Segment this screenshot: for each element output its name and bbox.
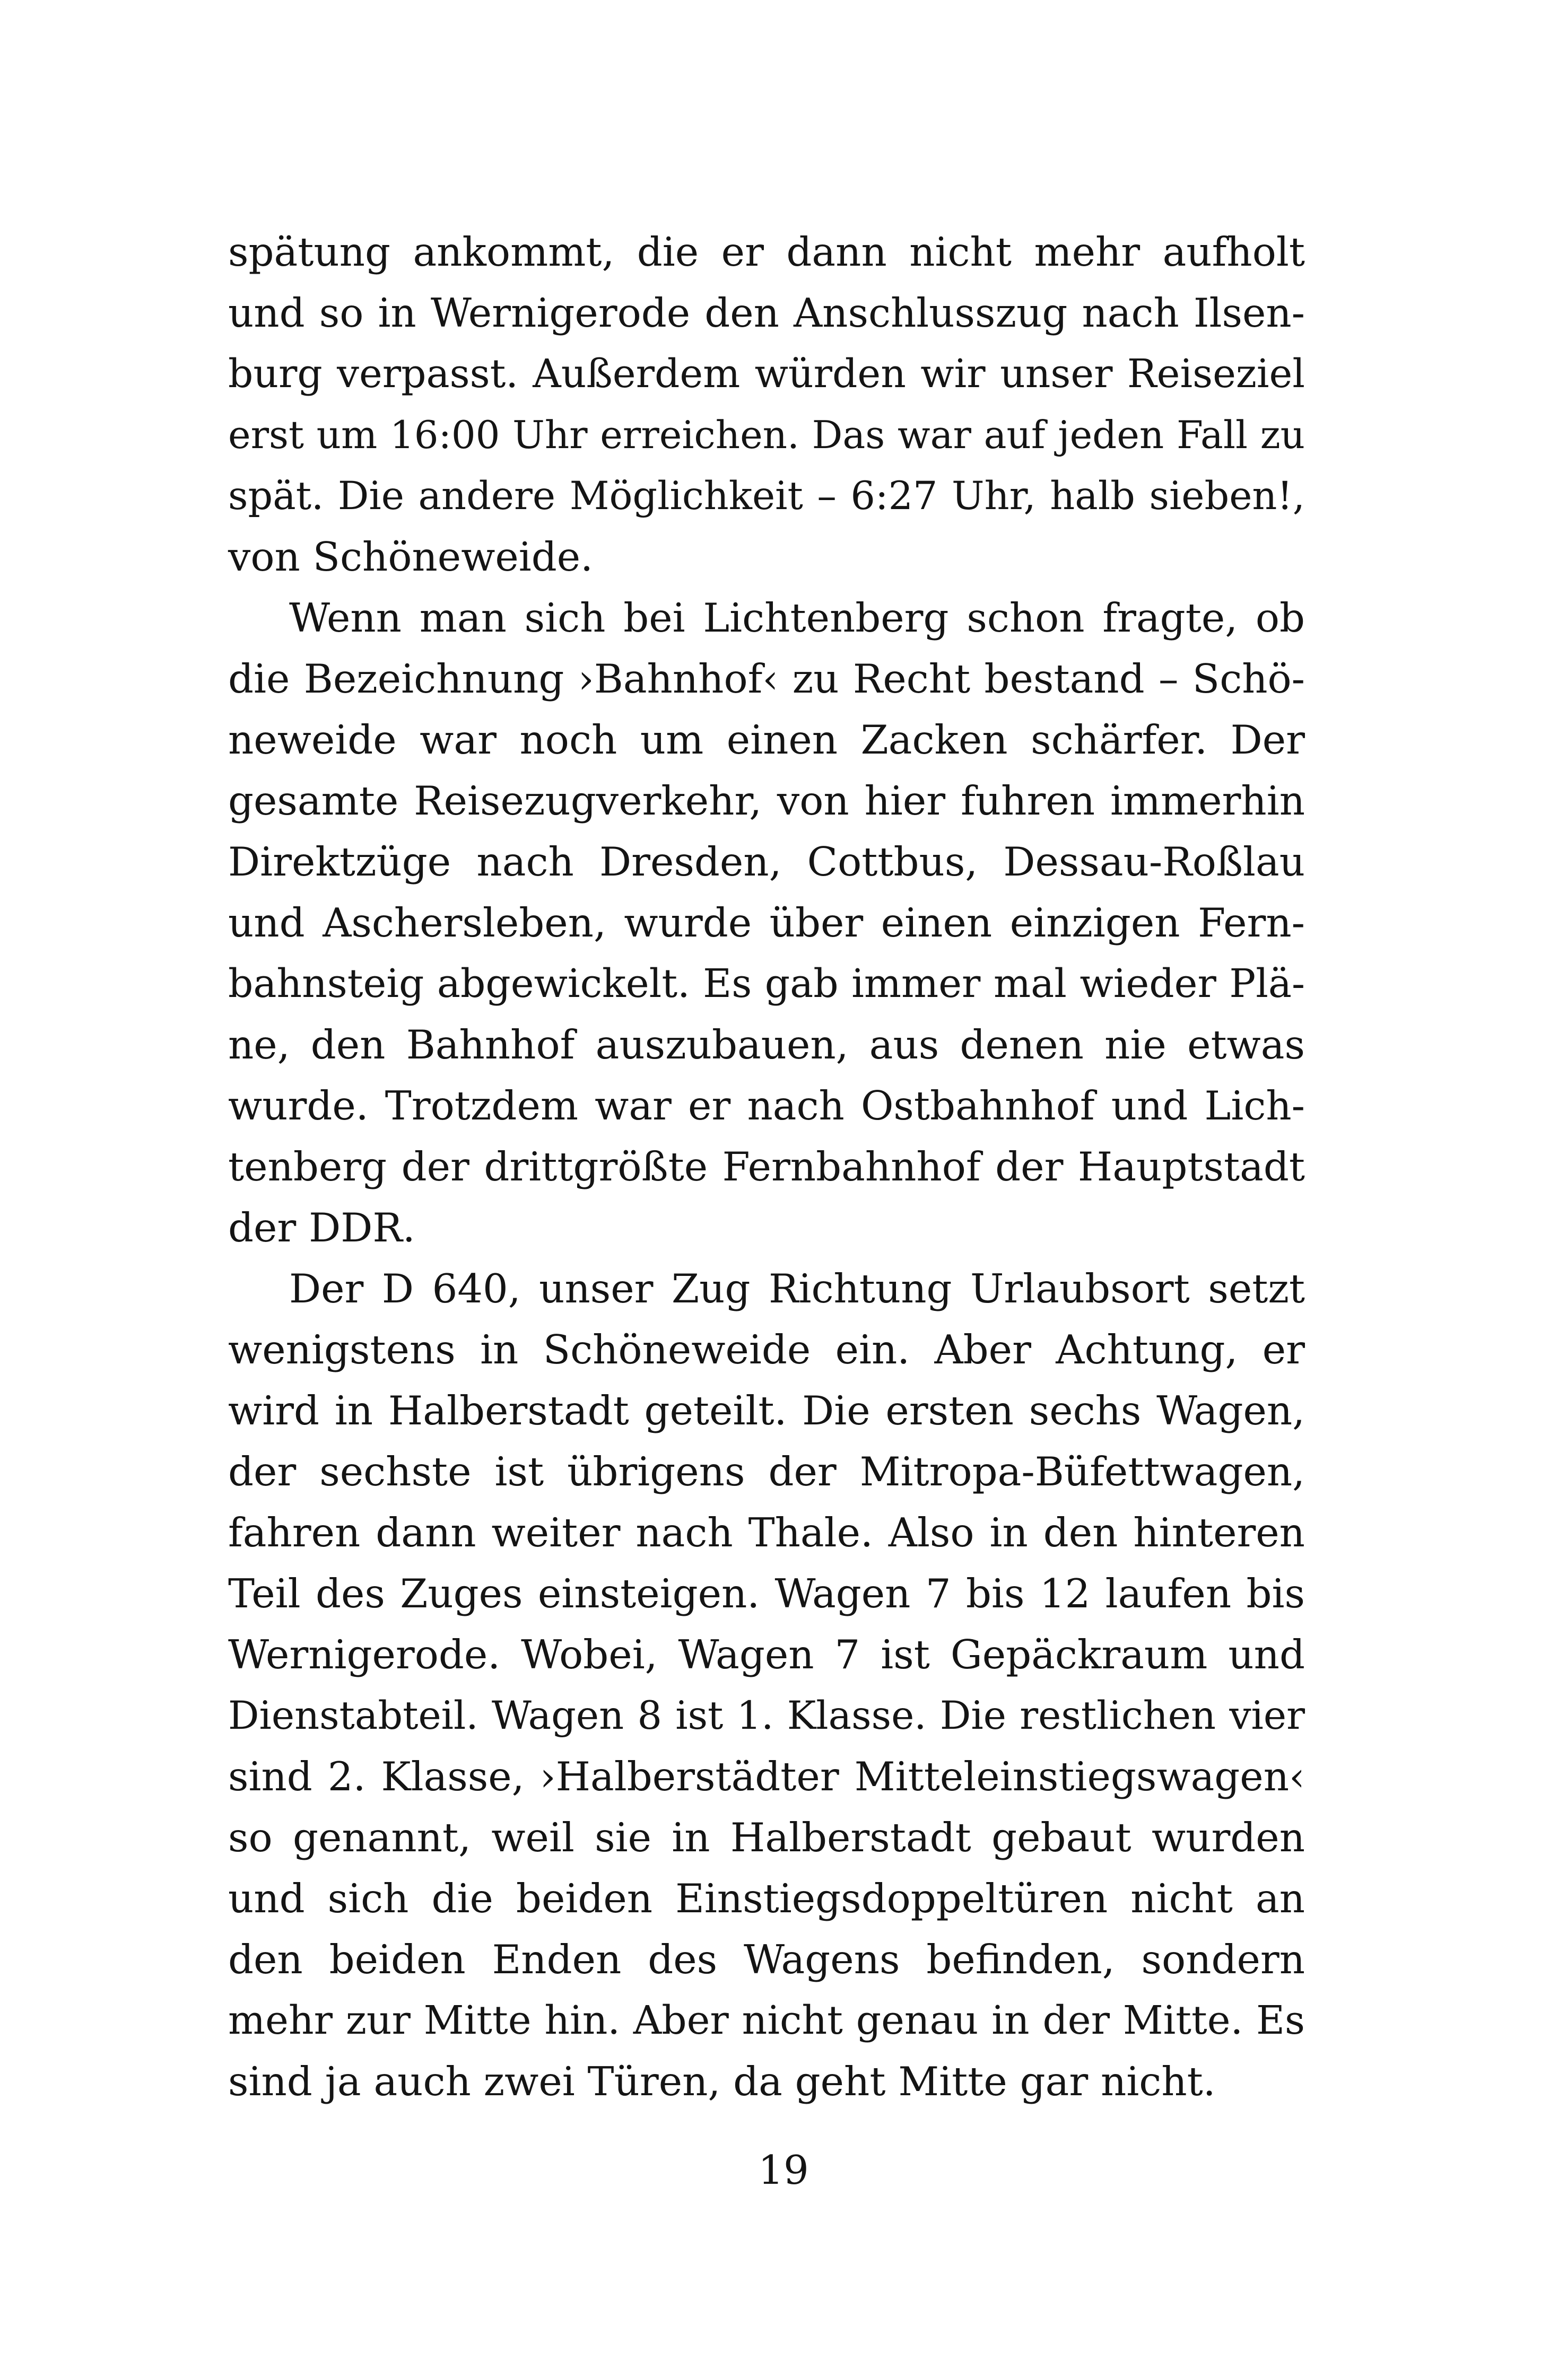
text-line: Der D 640, unser Zug Richtung Urlaubsort setzt xyxy=(289,1265,1305,1312)
text-line: sind 2. Klasse, ›Halberstädter Mitteleinstiegswagen‹ xyxy=(228,1753,1305,1800)
text-line: wurde. Trotzdem war er nach Ostbahnhof und Lich- xyxy=(228,1082,1305,1129)
text-line: spät. Die andere Möglichkeit – 6:27 Uhr, halb sieben!, xyxy=(228,474,1305,519)
text-line: ne, den Bahnhof auszubauen, aus denen nie etwas xyxy=(228,1021,1305,1068)
text-line: bahnsteig abgewickelt. Es gab immer mal wieder Plä- xyxy=(228,961,1305,1007)
page-number: 19 xyxy=(758,2147,809,2193)
text-line: neweide war noch um einen Zacken schärfer. Der xyxy=(228,716,1305,763)
text-line: Direktzüge nach Dresden, Cottbus, Dessau-Roßlau xyxy=(228,838,1305,885)
text-line: den beiden Enden des Wagens befinden, sondern xyxy=(228,1936,1305,1983)
text-line: der DDR. xyxy=(228,1204,415,1251)
text-line: und Aschersleben, wurde über einen einzigen Fern- xyxy=(228,899,1305,946)
text-line: tenberg der drittgrößte Fernbahnhof der Hauptstadt xyxy=(228,1143,1305,1190)
text-line: fahren dann weiter nach Thale. Also in den hinteren xyxy=(228,1509,1305,1556)
text-line: Wenn man sich bei Lichtenberg schon fragte, ob xyxy=(289,594,1305,641)
text-line: von Schöneweide. xyxy=(228,533,594,580)
text-line: erst um 16:00 Uhr erreichen. Das war auf jeden Fall zu xyxy=(228,413,1305,457)
text-line: die Bezeichnung ›Bahnhof‹ zu Recht bestand – Schö- xyxy=(228,655,1305,702)
text-line: burg verpasst. Außerdem würden wir unser Reiseziel xyxy=(228,351,1305,397)
text-line: gesamte Reisezugverkehr, von hier fuhren immerhin xyxy=(228,777,1305,824)
text-line: der sechste ist übrigens der Mitropa-Büfettwagen, xyxy=(228,1448,1305,1495)
text-line: so genannt, weil sie in Halberstadt gebaut wurden xyxy=(228,1814,1305,1861)
text-line: wenigstens in Schöneweide ein. Aber Achtung, er xyxy=(228,1326,1305,1373)
text-line: spätung ankommt, die er dann nicht mehr aufholt xyxy=(228,229,1305,275)
text-line: wird in Halberstadt geteilt. Die ersten sechs Wagen, xyxy=(228,1387,1305,1434)
text-line: und sich die beiden Einstiegsdoppeltüren nicht an xyxy=(228,1875,1305,1922)
text-line: Teil des Zuges einsteigen. Wagen 7 bis 12 laufen bis xyxy=(228,1570,1305,1617)
text-line: mehr zur Mitte hin. Aber nicht genau in der Mitte. Es xyxy=(228,1998,1305,2043)
text-line: sind ja auch zwei Türen, da geht Mitte gar nicht. xyxy=(228,2058,1216,2105)
text-line: und so in Wernigerode den Anschlusszug nach Ilsen- xyxy=(228,290,1305,336)
text-line: Dienstabteil. Wagen 8 ist 1. Klasse. Die restlichen vier xyxy=(228,1693,1305,1738)
text-line: Wernigerode. Wobei, Wagen 7 ist Gepäckraum und xyxy=(228,1631,1305,1678)
